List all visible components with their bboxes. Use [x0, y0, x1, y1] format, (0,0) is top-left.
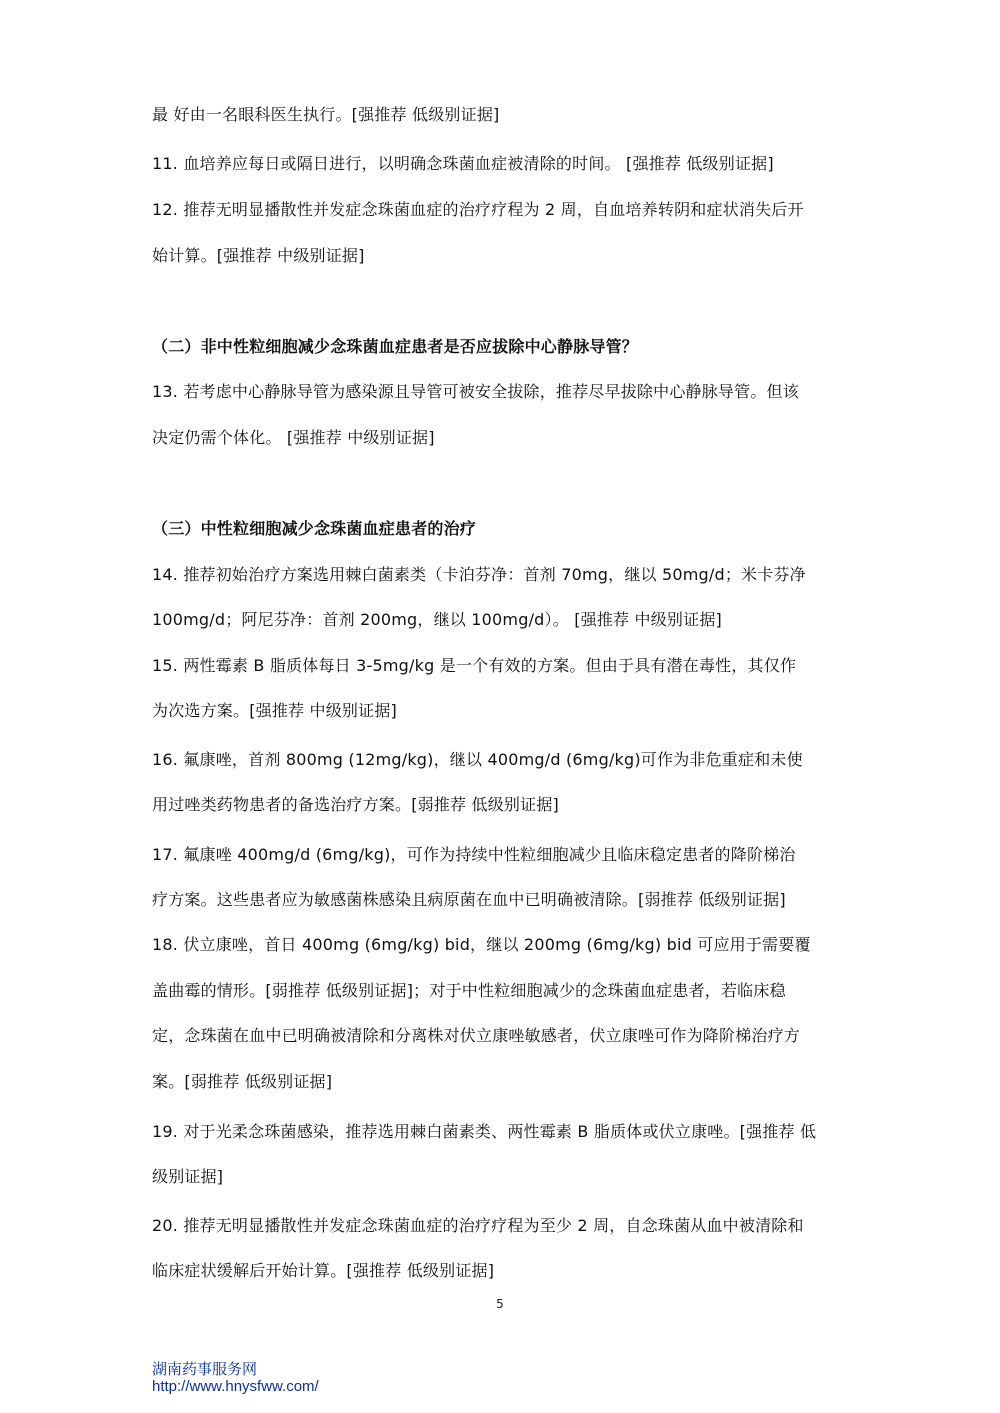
- text-line: 100mg/d；阿尼芬净：首剂 200mg，继以 100mg/d）。 [强推荐 中级别证据]: [152, 610, 722, 629]
- text-line: 定，念珠菌在血中已明确被清除和分离株对伏立康唑敏感者，伏立康唑可作为降阶梯治疗方: [152, 1026, 801, 1045]
- text-line: 临床症状缓解后开始计算。[强推荐 低级别证据]: [152, 1261, 495, 1280]
- text-line: 用过唑类药物患者的备选治疗方案。[弱推荐 低级别证据]: [152, 795, 559, 814]
- footer-url-link[interactable]: http://www.hnysfww.com/: [152, 1378, 319, 1395]
- text-line: 20. 推荐无明显播散性并发症念珠菌血症的治疗疗程为至少 2 周，自念珠菌从血中被清除和: [152, 1216, 804, 1235]
- text-line: 11. 血培养应每日或隔日进行，以明确念珠菌血症被清除的时间。 [强推荐 低级别证据]: [152, 154, 774, 173]
- text-line: 始计算。[强推荐 中级别证据]: [152, 246, 365, 265]
- text-line: 15. 两性霉素 B 脂质体每日 3-5mg/kg 是一个有效的方案。但由于具有潜在毒性，其仅作: [152, 656, 797, 675]
- text-line: 疗方案。这些患者应为敏感菌株感染且病原菌在血中已明确被清除。[弱推荐 低级别证据]: [152, 890, 786, 909]
- section-heading: （三）中性粒细胞减少念珠菌血症患者的治疗: [152, 519, 477, 538]
- text-line: 19. 对于光柔念珠菌感染，推荐选用棘白菌素类、两性霉素 B 脂质体或伏立康唑。[强推荐 低: [152, 1122, 817, 1141]
- text-line: 案。[弱推荐 低级别证据]: [152, 1072, 333, 1091]
- text-line: 13. 若考虑中心静脉导管为感染源且导管可被安全拔除，推荐尽早拔除中心静脉导管。但该: [152, 382, 799, 401]
- text-line: 16. 氟康唑，首剂 800mg (12mg/kg)，继以 400mg/d (6mg/kg)可作为非危重症和未使: [152, 750, 803, 769]
- section-heading: （二）非中性粒细胞减少念珠菌血症患者是否应拔除中心静脉导管？: [152, 337, 639, 356]
- text-line: 14. 推荐初始治疗方案选用棘白菌素类（卡泊芬净：首剂 70mg，继以 50mg/d；米卡芬净: [152, 565, 806, 584]
- text-line: 为次选方案。[强推荐 中级别证据]: [152, 701, 397, 720]
- page-number: 5: [496, 1297, 504, 1311]
- text-line: 最 好由一名眼科医生执行。[强推荐 低级别证据]: [152, 105, 500, 124]
- text-line: 决定仍需个体化。 [强推荐 中级别证据]: [152, 428, 435, 447]
- text-line: 级别证据]: [152, 1167, 224, 1186]
- footer-site-name: 湖南药事服务网: [152, 1360, 258, 1378]
- text-line: 18. 伏立康唑，首日 400mg (6mg/kg) bid，继以 200mg (6mg/kg) bid 可应用于需要覆: [152, 935, 811, 954]
- text-line: 12. 推荐无明显播散性并发症念珠菌血症的治疗疗程为 2 周，自血培养转阴和症状消失后开: [152, 200, 804, 219]
- text-line: 盖曲霉的情形。[弱推荐 低级别证据]；对于中性粒细胞减少的念珠菌血症患者，若临床稳: [152, 981, 786, 1000]
- text-line: 17. 氟康唑 400mg/d (6mg/kg)，可作为持续中性粒细胞减少且临床稳定患者的降阶梯治: [152, 845, 796, 864]
